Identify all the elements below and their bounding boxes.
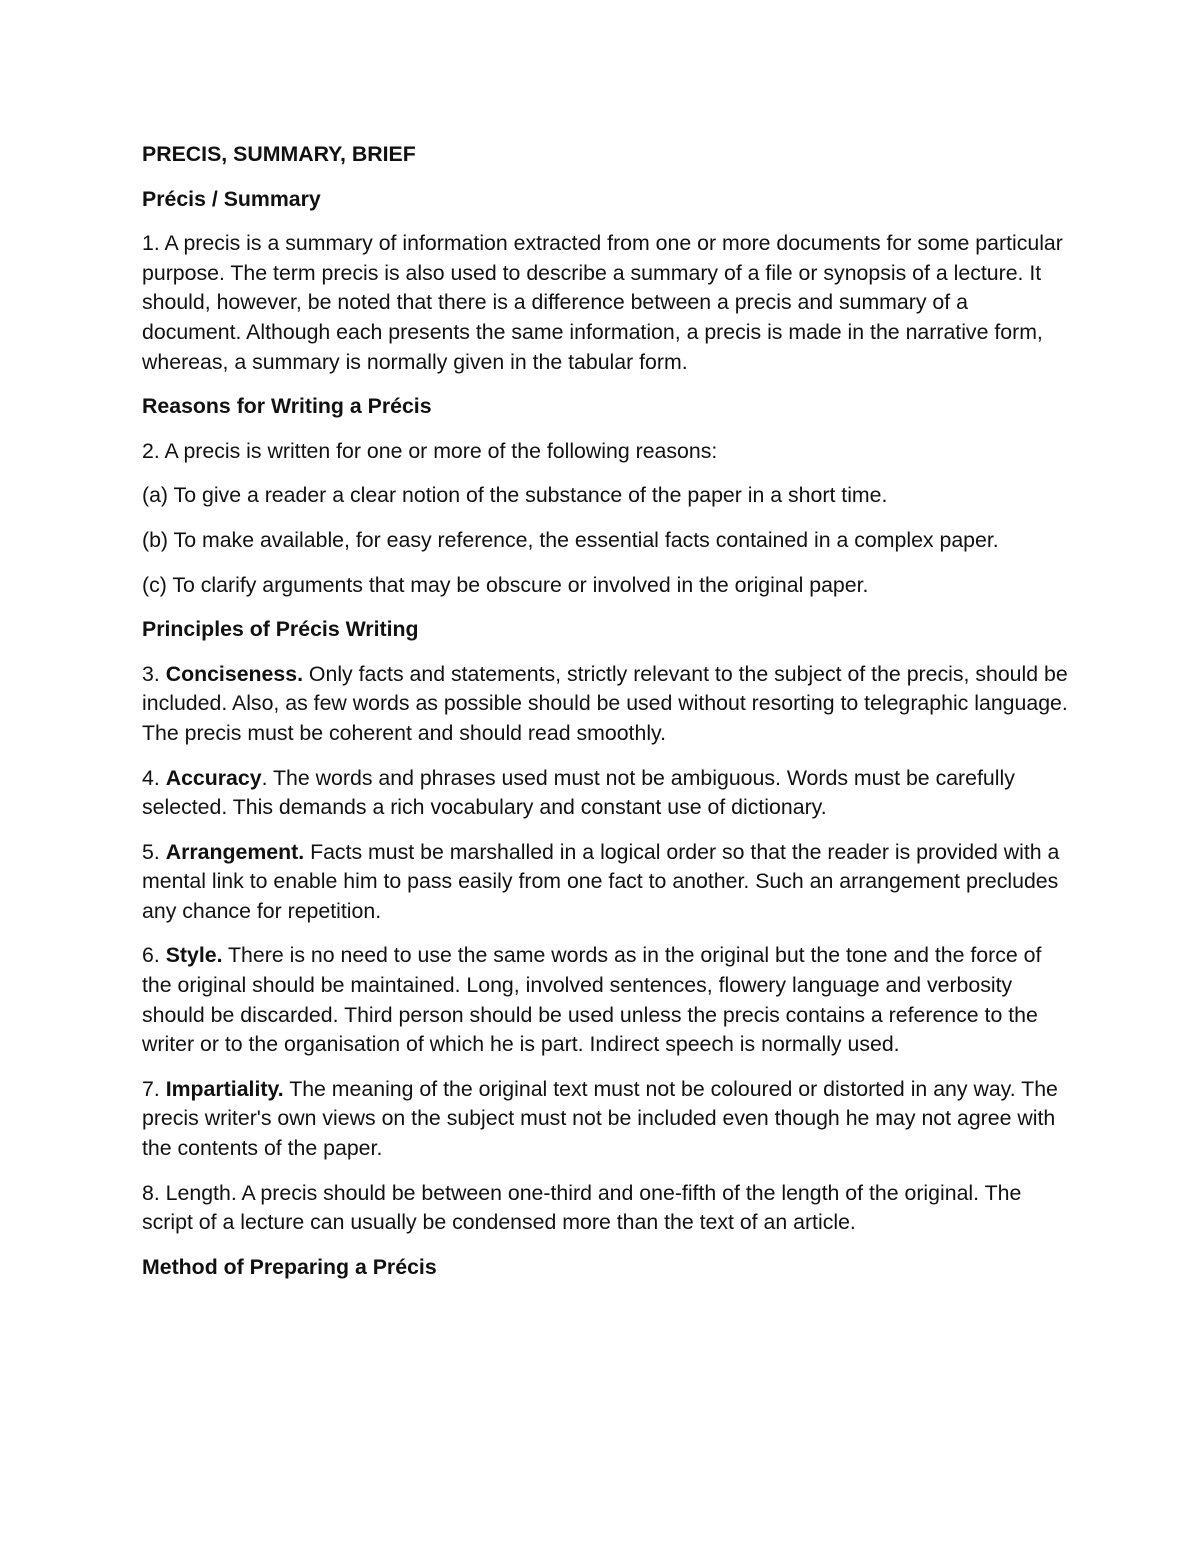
principle-impartiality [142,1075,1072,1164]
principle-conciseness [142,660,1072,749]
principle-style [142,941,1072,1059]
section-heading-method: Method of Preparing a Précis [142,1254,437,1279]
principle-text: The meaning of the original text must not be coloured or distorted in any way. The precis writer's own views on the subject must not be included even though he may not agree with the contents of the paper. [142,1076,1058,1161]
principle-number: 5. [142,839,166,864]
principle-term: Conciseness. [165,661,303,686]
principle-text: Only facts and statements, strictly relevant to the subject of the precis, should be included. Also, as few words as possible should be used without resorting to telegraphic language. The precis must be coherent and should read smoothly. [142,661,1068,745]
principle-number: 6. [142,943,166,968]
principle-text: . The words and phrases used must not be ambiguous. Words must be carefully selected. This demands a rich vocabulary and constant use of dictionary. [142,765,1015,820]
paragraph-2: 2. A precis is written for one or more of the following reasons: [142,438,718,463]
principle-number: 7. [142,1076,166,1101]
document-title: PRECIS, SUMMARY, BRIEF [142,142,416,166]
principle-term: Style. [165,943,223,968]
principle-number: 4. [142,765,166,790]
paragraph-1: 1. A precis is a summary of information extracted from one or more documents for some particular purpose. The term precis is also used to describe a summary of a file or synopsis of a lecture. It should, however, be noted that there is a difference between a precis and summary of a document. Although each presents the same information, a precis is made in the narrative form, whereas, a summary is normally given in the tabular form. [142,231,1063,374]
principle-text: There is no need to use the same words as in the original but the tone and the force of the original should be maintained. Long, involved sentences, flowery language and verbosity should be discarded. Third person should be used unless the precis contains a reference to the writer or to the organisation of which he is part. Indirect speech is normally used. [142,943,1042,1057]
principle-text: Facts must be marshalled in a logical order so that the reader is provided with a mental link to enable him to pass easily from one fact to another. Such an arrangement precludes any chance for repetition. [142,839,1060,923]
principle-term: Arrangement. [165,839,305,864]
principle-term: Accuracy [165,765,262,790]
principle-number: 3. [142,661,166,686]
principle-term: Impartiality. [165,1076,284,1101]
reason-c: (c) To clarify arguments that may be obscure or involved in the original paper. [142,572,869,597]
reason-a: (a) To give a reader a clear notion of the substance of the paper in a short time. [142,483,888,508]
principle-length: 8. Length. A precis should be between one-third and one-fifth of the length of the original. The script of a lecture can usually be condensed more than the text of an article. [142,1180,1022,1235]
section-heading-precis-summary: Précis / Summary [142,186,321,211]
section-heading-reasons: Reasons for Writing a Précis [142,394,432,419]
principle-arrangement [142,838,1072,927]
section-heading-principles: Principles of Précis Writing [142,617,419,642]
principle-accuracy [142,764,1072,823]
reason-b: (b) To make available, for easy reference, the essential facts contained in a complex paper. [142,527,999,552]
document-page [142,140,1072,1297]
